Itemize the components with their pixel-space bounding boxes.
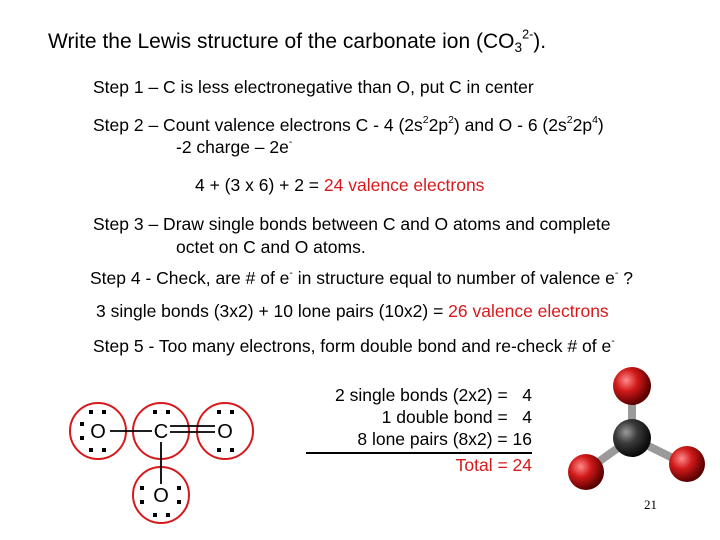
check-line: 3 single bonds (3x2) + 10 lone pairs (10x2) = 26 valence electrons (96, 301, 609, 321)
check-highlight: 26 valence electrons (448, 301, 609, 321)
step-1: Step 1 – C is less electronegative than O, put C in center (93, 77, 534, 97)
carbon-bond-electrons (153, 410, 170, 414)
valence-total-line: 4 + (3 x 6) + 2 = 24 valence electrons (195, 175, 485, 195)
tally-row: 8 lone pairs (8x2) = 16 (357, 429, 532, 449)
page-title (48, 27, 547, 56)
valence-total-highlight: 24 valence electrons (323, 175, 485, 195)
page-number: 21 (644, 497, 657, 512)
title-text: Write the Lewis structure of the carbonate ion (CO (48, 30, 515, 53)
step-3-line-2: octet on C and O atoms. (176, 237, 366, 257)
title-end: ). (533, 30, 547, 53)
oxygen-ball-top (613, 367, 651, 405)
step-4: Step 4 - Check, are # of e- in structure equal to number of valence e- ? (90, 267, 634, 288)
atom-left: O (90, 421, 106, 443)
lewis-structure (60, 385, 300, 530)
step-2-line-1: Step 2 – Count valence electrons C - 4 $(2s^22p^2)$ and O - 6 $(2s^22p^4)$ (93, 114, 604, 135)
step-2-line-2: -2 charge – 2e- (176, 136, 293, 157)
electron-tally (300, 384, 532, 476)
atom-center: C (153, 421, 169, 443)
atom-right: O (217, 421, 233, 443)
carbonate-3d-model (560, 360, 710, 500)
carbon-ball (613, 419, 651, 457)
oxygen-ball-right (669, 446, 705, 482)
atom-bottom: O (153, 485, 169, 507)
step-3-line-1: Step 3 – Draw single bonds between C and O atoms and complete (93, 214, 611, 234)
tally-total: Total = 24 (455, 455, 532, 475)
tally-row: 2 single bonds (2x2) = 4 (334, 385, 532, 405)
title-subscript: 3 (514, 40, 523, 56)
title-superscript: 2- (522, 27, 534, 42)
tally-row: 1 double bond = 4 (381, 407, 532, 427)
oxygen-ball-left (568, 454, 604, 490)
step-5: Step 5 - Too many electrons, form double bond and re-check # of e- (93, 335, 615, 356)
